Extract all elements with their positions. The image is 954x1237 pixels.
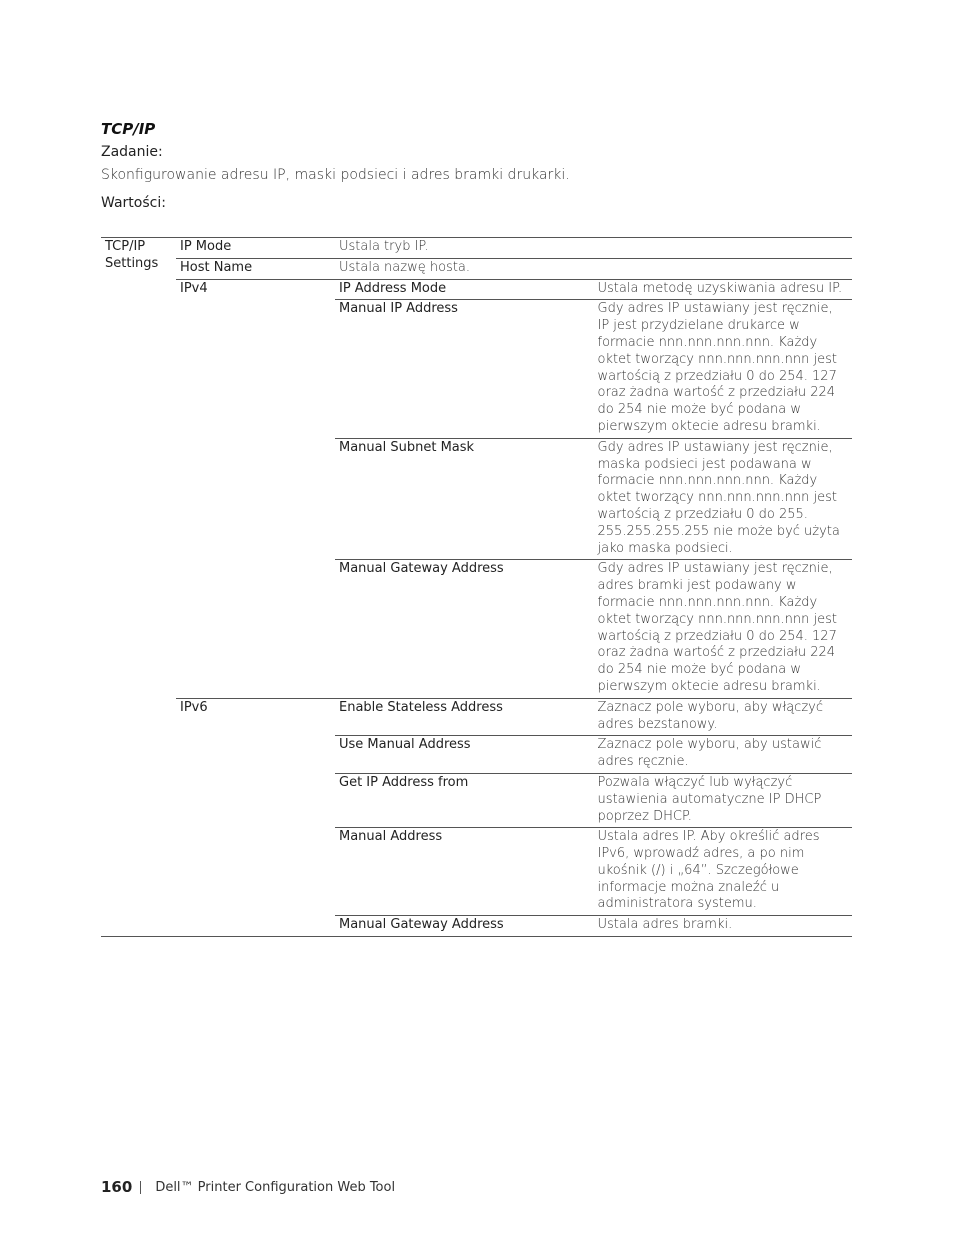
- setting-description: Pozwala włączyć lub wyłączyć ustawienia automatyczne IP DHCP poprzez DHCP.: [594, 773, 853, 827]
- page-number: 160: [101, 1178, 133, 1196]
- setting-name: Get IP Address from: [335, 773, 594, 827]
- setting-description: Ustala metodę uzyskiwania adresu IP.: [594, 279, 853, 300]
- setting-name: Manual Gateway Address: [335, 916, 594, 937]
- setting-name: Manual Gateway Address: [335, 560, 594, 698]
- task-label: Zadanie:: [101, 144, 163, 160]
- subgroup-ipv6: IPv6: [176, 698, 335, 936]
- table-row: [101, 698, 852, 736]
- setting-description: Gdy adres IP ustawiany jest ręcznie, IP jest przydzielane drukarce w formacie nnn.nnn.nnn.nnn. Każdy oktet tworzący nnn.nnn.nnn.nnn jest wartością z przedziału 0 do 254. 127 oraz żadna wartość z przedziału 224 do 254 nie może być podana w pierwszym oktecie adresu bramki.: [594, 300, 853, 438]
- setting-description: Gdy adres IP ustawiany jest ręcznie, adres bramki jest podawany w formacie nnn.nnn.nnn.nnn. Każdy oktet tworzący nnn.nnn.nnn.nnn jest wartością z przedziału 0 do 254. 127 oraz żadna wartość z przedziału 224 do 254 nie może być podana w pierwszym oktecie adresu bramki.: [594, 560, 853, 698]
- setting-description: Ustala adres bramki.: [594, 916, 853, 937]
- footer-divider: [140, 1181, 141, 1194]
- setting-name: Host Name: [176, 258, 335, 279]
- table-row: [101, 238, 852, 259]
- setting-name: Enable Stateless Address: [335, 698, 594, 736]
- setting-name: IP Mode: [176, 238, 335, 259]
- subgroup-ipv4: IPv4: [176, 279, 335, 698]
- group-cell: TCP/IP Settings: [101, 238, 176, 937]
- setting-description: Zaznacz pole wyboru, aby ustawić adres ręcznie.: [594, 736, 853, 774]
- setting-name: IP Address Mode: [335, 279, 594, 300]
- setting-description: Ustala nazwę hosta.: [335, 258, 852, 279]
- setting-name: Manual Subnet Mask: [335, 438, 594, 560]
- setting-name: Use Manual Address: [335, 736, 594, 774]
- settings-table: [101, 237, 852, 937]
- section-heading: TCP/IP: [101, 120, 156, 138]
- values-label: Wartości:: [101, 195, 166, 211]
- page-footer: [101, 1178, 395, 1196]
- setting-name: Manual Address: [335, 828, 594, 916]
- setting-description: Ustala adres IP. Aby określić adres IPv6, wprowadź adres, a po nim ukośnik (/) i „64”. Szczegółowe informacje można znaleźć u administratora systemu.: [594, 828, 853, 916]
- setting-name: Manual IP Address: [335, 300, 594, 438]
- table-row: [101, 258, 852, 279]
- setting-description: Gdy adres IP ustawiany jest ręcznie, maska podsieci jest podawana w formacie nnn.nnn.nnn.nnn. Każdy oktet tworzący nnn.nnn.nnn.nnn jest wartością z przedziału 0 do 255. 255.255.255.255 nie może być użyta jako maska podsieci.: [594, 438, 853, 560]
- setting-description: Zaznacz pole wyboru, aby włączyć adres bezstanowy.: [594, 698, 853, 736]
- task-description: Skonfigurowanie adresu IP, maski podsieci i adres bramki drukarki.: [101, 167, 570, 183]
- footer-title: Dell™ Printer Configuration Web Tool: [155, 1179, 396, 1195]
- table-row: [101, 279, 852, 300]
- setting-description: Ustala tryb IP.: [335, 238, 852, 259]
